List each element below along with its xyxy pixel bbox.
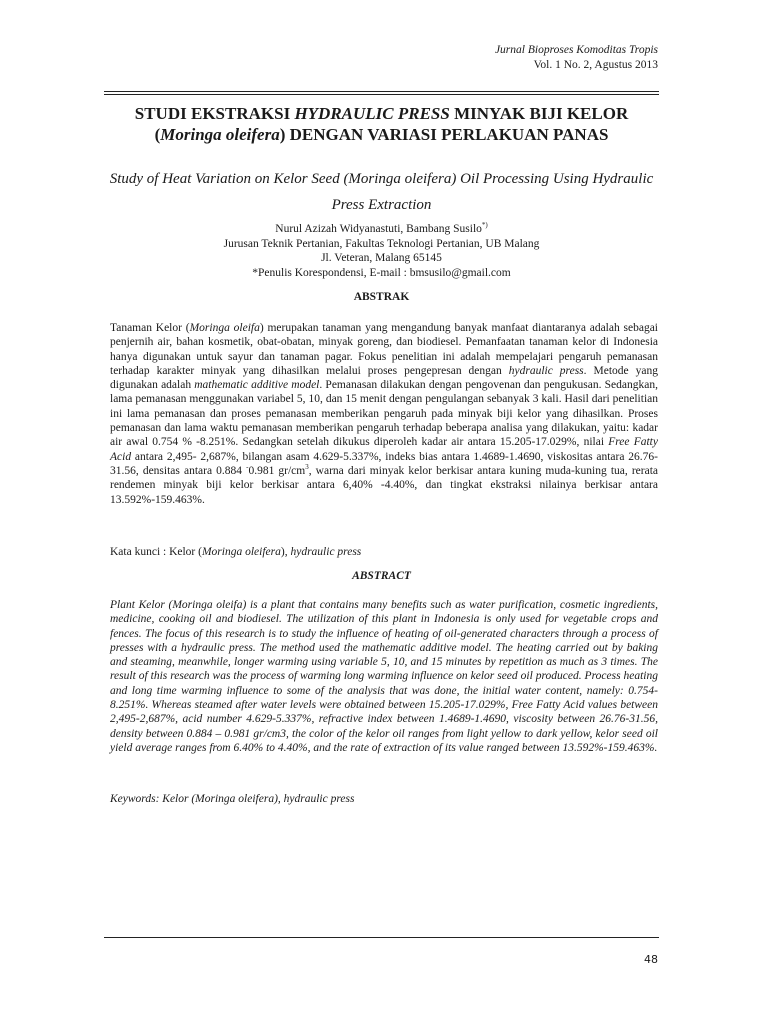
abstrak-sup: 3 [305, 462, 309, 471]
footer-rule [104, 937, 659, 938]
journal-volume: Vol. 1 No. 2, Agustus 2013 [533, 59, 658, 71]
title-text-3: MINYAK BIJI KELOR [449, 104, 629, 123]
abstrak-heading: ABSTRAK [353, 291, 410, 303]
header-rule-double [104, 94, 659, 95]
title-text-5: Moringa oleifera [160, 125, 280, 144]
kata-kunci-italic: hydraulic press [290, 546, 362, 558]
abstrak-sup: - [246, 462, 249, 471]
abstrak-body [110, 321, 658, 507]
title-text-2: HYDRAULIC PRESS [294, 104, 450, 123]
author-block [104, 222, 659, 280]
author-names-text: Nurul Azizah Widyanastuti, Bambang Susilo [275, 223, 482, 235]
english-title: Study of Heat Variation on Kelor Seed (Moringa oleifera) Oil Processing Using Hydraulic Press Extraction [109, 171, 654, 213]
kata-kunci-text: ), [280, 546, 291, 558]
abstrak-italic: Moringa oleifa [189, 322, 260, 334]
abstrak-italic: Free Fatty Acid [110, 436, 658, 463]
keywords: Keywords: Kelor (Moringa oleifera), hydraulic press [110, 793, 355, 805]
abstrak-text: . Metode yang digunakan adalah [110, 364, 658, 392]
title-text-6: ) DENGAN VARIASI PERLAKUAN PANAS [279, 125, 609, 144]
author-sup: *) [481, 221, 488, 229]
journal-header [495, 43, 658, 73]
abstrak-text: antara 2,495- 2,687%, bilangan asam 4.629-5.337%, indeks bias antara 1.4689-1.4690, viskositas antara 26.76-31.56, densitas antara 0.884 [110, 450, 658, 477]
author-affiliation: Jurusan Teknik Pertanian, Fakultas Teknologi Pertanian, UB Malang [223, 237, 540, 250]
author-correspondence: *Penulis Korespondensi, E-mail : bmsusilo@gmail.com [252, 266, 511, 279]
author-names [104, 222, 659, 237]
abstract-body: Plant Kelor (Moringa oleifa) is a plant that contains many benefits such as water purification, cosmetic ingredients, medicine, cooking oil and biodiesel. The utilization of this plant in Indonesia is only used for vegetable crops and fences. The focus of this research is to study the influence of heating of oil-generated characters through a process of presses with a hydraulic press. The method used the mathematic additive model. The heating carried out by baking and steaming, meanwhile, longer warming using variable 5, 10, and 15 minutes by repetition as much as 3 times. The result of this research was the process of warming long warming influence on kelor seed oil produced. Process heating and long time warming influence to some of the analysis that was done, the initial water content, namely: 0.754-8.251%. Whereas steamed after water levels were obtained between 15.205-17.029%, Free Fatty Acid values between 2,495-2,687%, acid number 4.629-5.337%, refractive index between 1.4689-1.4690, viscosity between 26.76-31.56, density between 0.884 – 0.981 gr/cm3, the color of the kelor oil ranges from light yellow to dark yellow, kelor seed oil yield average ranges from 6.40% to 4.40%, and the rate of extraction of its value ranged between 13.592%-159.463%. [110, 599, 658, 754]
abstrak-italic: hydraulic press [508, 364, 584, 377]
author-address: Jl. Veteran, Malang 65145 [321, 252, 442, 264]
kata-kunci-text: Kata kunci : Kelor ( [110, 546, 202, 558]
abstrak-text: ) merupakan tanaman yang mengandung banyak manfaat diantaranya adalah sebagai penjernih air, bahan kosmetik, obat-obatan, minyak goreng, dan biodiesel. Pemanfaatan tanaman kelor di Indonesia hanya digunakan untuk sayur dan tanaman pagar. Fokus penelitian ini adalah mempelajari pengaruh pemanasan terhadap karakter minyak yang dihasilkan melalui proses pengepresan dengan [110, 322, 659, 377]
abstrak-text: 0.981 gr/cm [248, 464, 306, 477]
kata-kunci [110, 545, 658, 559]
paper-title [104, 103, 659, 145]
kata-kunci-italic: Moringa oleifera [201, 546, 281, 558]
title-text-1: STUDI EKSTRAKSI [134, 104, 295, 123]
abstrak-text: . Pemanasan dilakukan dengan pengovenan dan pengukusan. Sedangkan, lama pemanasan menggunakan variabel 5, 10, dan 15 menit dengan pengulangan sebanyak 3 kali. Hasil dari penelitian ini lama pemanasan dan proses pemanasan memberikan pengaruh pada minyak biji kelor yang dihasilkan. Proses pemanasan dan lama waktu pemanasan memberikan pengaruh terhadap beberapa analisa yang dilakukan, yaitu: kadar air awal 0.754 % -8.251%. Sedangkan setelah dikukus diperoleh kadar air antara 15.205-17.029%, nilai [110, 379, 658, 449]
abstrak-italic: mathematic additive model [194, 379, 320, 392]
header-rule [104, 91, 659, 92]
abstract-heading: ABSTRACT [352, 570, 411, 582]
page-number: 48 [644, 953, 658, 966]
title-text-4: ( [154, 125, 161, 144]
abstrak-text: , warna dari minyak kelor berkisar antara kuning muda-kuning tua, rerata rendemen minyak biji kelor berkisar antara 6,40% -4.40%, dan tingkat ekstraksi nilainya berkisar antara 13.592%-159.463%. [110, 464, 658, 506]
journal-name: Jurnal Bioproses Komoditas Tropis [494, 44, 658, 56]
abstrak-text: Tanaman Kelor ( [110, 322, 190, 334]
